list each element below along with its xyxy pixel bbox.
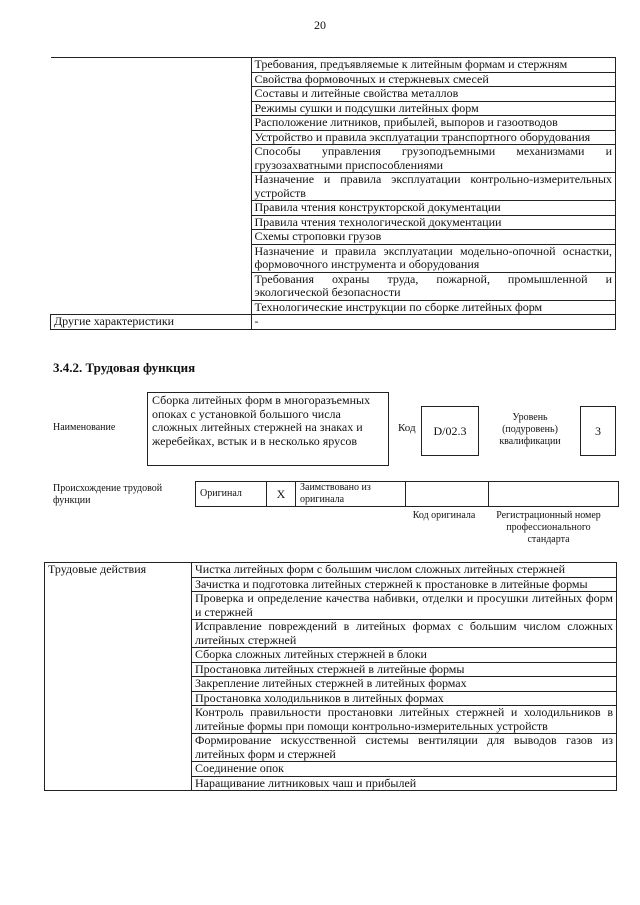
labor-action-item: Закрепление литейных стержней в литейных формах — [192, 677, 617, 692]
knowledge-item: Назначение и правила эксплуатации контрольно-измерительных устройств — [251, 173, 616, 201]
knowledge-item: Расположение литников, прибылей, выпоров и газоотводов — [251, 116, 616, 131]
labor-action-item: Сборка сложных литейных стержней в блоки — [192, 648, 617, 663]
origin-original-cell: Оригинал — [196, 482, 267, 507]
other-characteristics-row — [51, 315, 616, 330]
original-code-label: Код оригинала — [412, 510, 476, 521]
labor-action-item: Зачистка и подготовка литейных стержней к простановке в литейные формы — [192, 577, 617, 592]
registration-number-label: Регистрационный номер профессионального стандарта — [496, 510, 601, 545]
labor-action-item: Простановка холодильников в литейных формах — [192, 691, 617, 706]
code-label: Код — [398, 422, 416, 434]
level-value: 3 — [580, 406, 616, 456]
labor-action-item: Проверка и определение качества набивки, отделки и просушки литейных форм и стержней — [192, 592, 617, 620]
knowledge-item: Назначение и правила эксплуатации модельно-опочной оснастки, формовочного инструмента и оборудования — [251, 244, 616, 272]
knowledge-item: Устройство и правила эксплуатации транспортного оборудования — [251, 130, 616, 145]
function-name-value: Сборка литейных форм в многоразъемных опоках с установкой большого числа сложных литейных стержней на знаках и жеребейках, встык и в несколько ярусов — [147, 392, 389, 466]
knowledge-item: Правила чтения конструкторской документации — [251, 201, 616, 216]
labor-actions-label: Трудовые действия — [45, 563, 192, 791]
knowledge-item: Свойства формовочных и стержневых смесей — [251, 72, 616, 87]
origin-table — [195, 481, 619, 507]
origin-borrowed-cell: Заимствовано из оригинала — [296, 482, 406, 507]
section-heading: 3.4.2. Трудовая функция — [53, 360, 196, 375]
knowledge-item: Требования охраны труда, пожарной, промышленной и экологической безопасности — [251, 272, 616, 300]
labor-action-item: Чистка литейных форм с большим числом сложных литейных стержней — [192, 563, 617, 578]
labor-action-item: Исправление повреждений в литейных формах с большим числом сложных литейных стержней — [192, 620, 617, 648]
knowledge-row — [51, 58, 616, 73]
page-number: 20 — [314, 18, 326, 32]
labor-action-item: Соединение опок — [192, 762, 617, 777]
other-characteristics-label: Другие характеристики — [51, 315, 252, 330]
function-code-value: D/02.3 — [421, 406, 479, 456]
name-label: Наименование — [53, 422, 116, 433]
knowledge-item: Режимы сушки и подсушки литейных форм — [251, 101, 616, 116]
knowledge-item: Способы управления грузоподъемными механизмами и грузозахватными приспособлениями — [251, 145, 616, 173]
knowledge-item: Составы и литейные свойства металлов — [251, 87, 616, 102]
labor-action-item: Формирование искусственной системы вентиляции для выводов газов из литейных форм и стержней — [192, 734, 617, 762]
origin-mark-cell: X — [267, 482, 296, 507]
knowledge-item: Схемы строповки грузов — [251, 230, 616, 245]
origin-code-cell — [406, 482, 489, 507]
labor-actions-table — [44, 562, 617, 791]
labor-action-row — [45, 563, 617, 578]
origin-reg-number-cell — [489, 482, 619, 507]
labor-action-item: Контроль правильности простановки литейных стержней и холодильников в литейные формы при помощи контрольно-измерительных устройств — [192, 706, 617, 734]
origin-label: Происхождение трудовой функции — [53, 483, 163, 506]
labor-action-item: Наращивание литниковых чаш и прибылей — [192, 776, 617, 791]
labor-action-item: Простановка литейных стержней в литейные формы — [192, 662, 617, 677]
knowledge-item: Правила чтения технологической документации — [251, 215, 616, 230]
level-label: Уровень (подуровень) квалификации — [499, 412, 561, 447]
knowledge-table — [50, 57, 616, 330]
knowledge-label-cell — [51, 58, 252, 315]
knowledge-item: Требования, предъявляемые к литейным формам и стержням — [251, 58, 616, 73]
other-characteristics-value: - — [251, 315, 616, 330]
knowledge-item: Технологические инструкции по сборке литейных форм — [251, 300, 616, 315]
